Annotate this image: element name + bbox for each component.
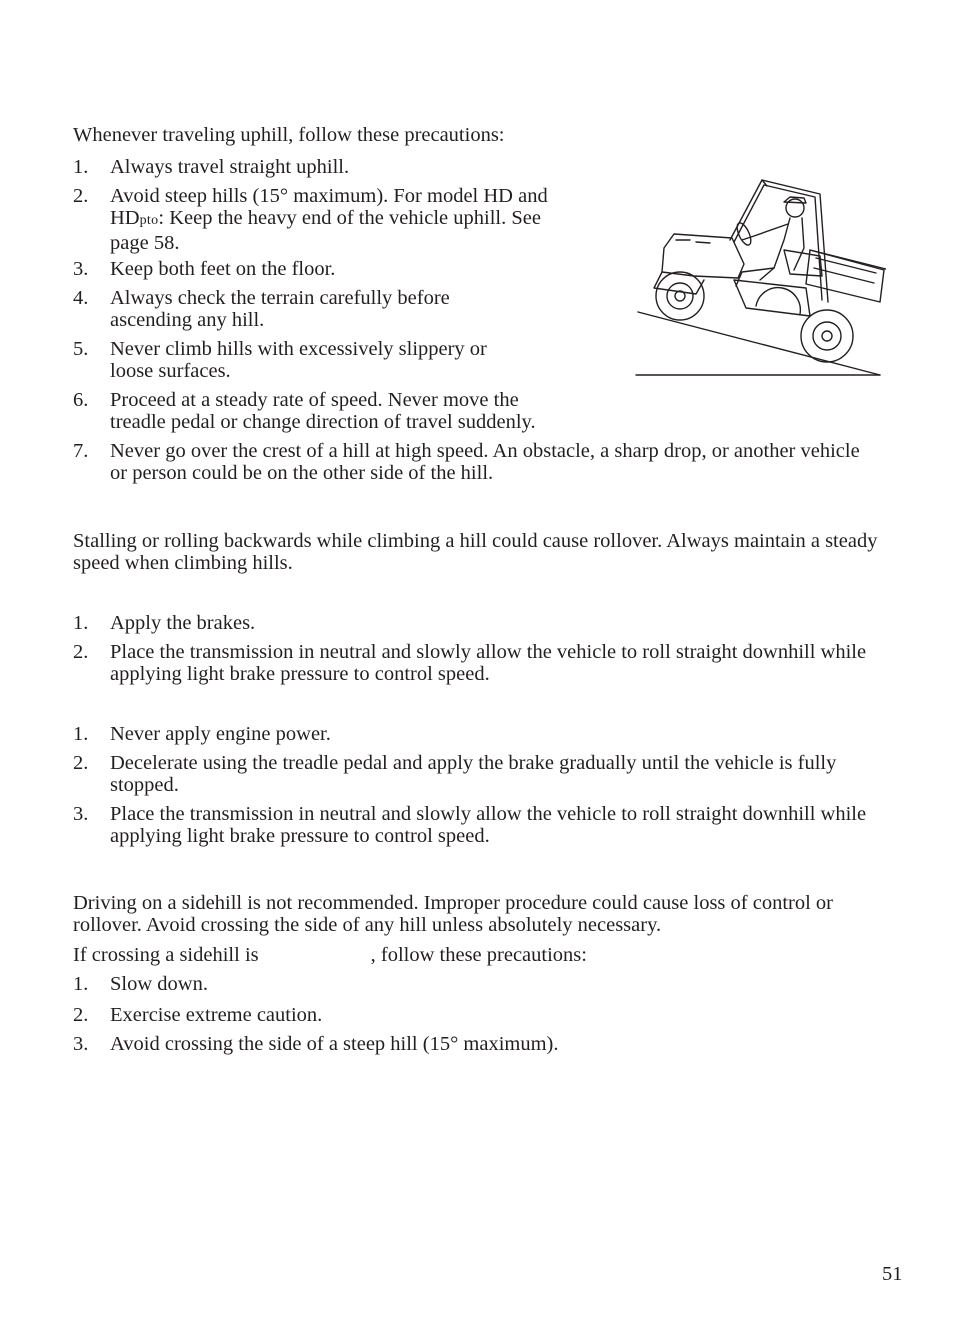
uphill-item-5: 5. Never climb hills with excessively slippery or loose surfaces. [73,338,487,382]
slope-line [638,312,880,375]
stalling-paragraph: Stalling or rolling backwards while climbing a hill could cause rollover. Always maintain a steady speed when climbing hills. [73,530,878,574]
vehicle-hood [662,234,744,278]
rolling-item-2: 2. Decelerate using the treadle pedal and apply the brake gradually until the vehicle is fully stopped. [73,752,837,796]
sidehill-condition: If crossing a sidehill is , follow these precautions: [73,944,587,966]
seat [784,250,822,276]
page-number: 51 [882,1263,903,1285]
front-wheel [656,272,704,320]
rolling-item-3: 3. Place the transmission in neutral and slowly allow the vehicle to roll straight downhill while applying light brake pressure to control speed. [73,803,867,847]
roll-cage [730,180,828,302]
side-panel [734,280,810,316]
sidehill-item-2: 2. Exercise extreme caution. [73,1004,323,1026]
driver-body [760,218,790,280]
uphill-item-6: 6. Proceed at a steady rate of speed. Never move the treadle pedal or change direction of travel suddenly. [73,389,536,433]
vehicle-on-slope-illustration [634,176,886,382]
rolling-item-1: 1. Never apply engine power. [73,723,331,745]
sidehill-item-3: 3. Avoid crossing the side of a steep hill (15° maximum). [73,1033,559,1055]
stall-item-2: 2. Place the transmission in neutral and slowly allow the vehicle to roll straight downhill while applying light brake pressure to control speed. [73,641,867,685]
uphill-item-2: 2. Avoid steep hills (15° maximum). For model HD and HDpto: Keep the heavy end of the vehicle uphill. See page 58. [73,185,548,254]
sidehill-paragraph: Driving on a sidehill is not recommended. Improper procedure could cause loss of control or rollover. Avoid crossing the side of any hill unless absolutely necessary. [73,892,834,936]
uphill-item-4: 4. Always check the terrain carefully before ascending any hill. [73,287,450,331]
uphill-item-1: 1. Always travel straight uphill. [73,156,350,178]
rear-wheel [801,310,853,362]
stall-item-1: 1. Apply the brakes. [73,612,256,634]
steering-wheel [734,221,753,247]
uphill-item-7: 7. Never go over the crest of a hill at high speed. An obstacle, a sharp drop, or another vehicle or person could be on the other side of the hill. [73,440,860,484]
sidehill-item-1: 1. Slow down. [73,973,208,995]
uphill-intro: Whenever traveling uphill, follow these precautions: [73,124,505,146]
uphill-item-3: 3. Keep both feet on the floor. [73,258,336,280]
